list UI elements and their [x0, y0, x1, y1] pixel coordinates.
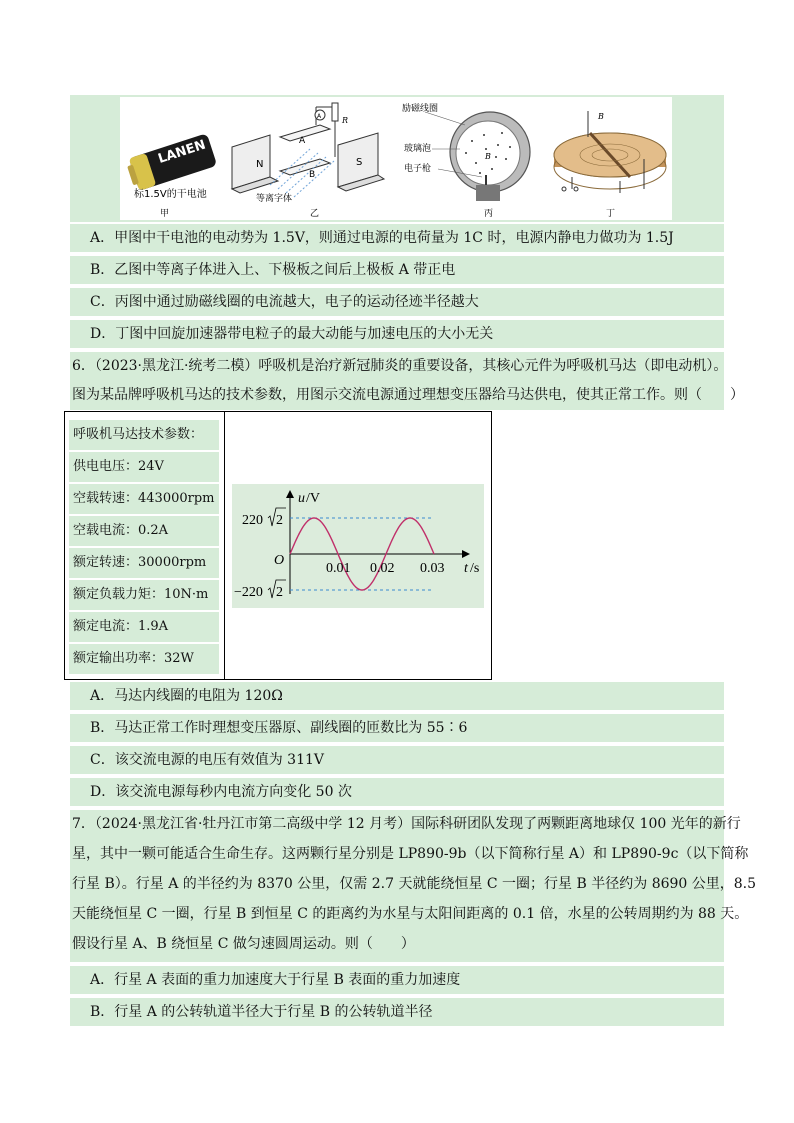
- coil-label: 励磁线圈: [402, 104, 439, 114]
- plate-a: A: [299, 136, 306, 146]
- tick-002: 0.02: [370, 561, 395, 576]
- plasma-label: 等离字体: [256, 194, 293, 204]
- y-axis-label: u: [298, 491, 305, 506]
- label-bing: 丙: [484, 209, 494, 219]
- ac-voltage-plot: [232, 484, 484, 608]
- ammeter-symbol: A: [317, 113, 322, 120]
- q7-stem-line1: 7．（2024·黑龙江省·牡丹江市第二高级中学 12 月考）国际科研团队发现了两颗距离地球仅 100 光年的新行: [72, 816, 741, 832]
- q5-option-c: C．丙图中通过励磁线圈的电流越大，电子的运动径迹半径越大: [90, 294, 479, 310]
- table-divider: [224, 412, 225, 679]
- origin-label: O: [274, 553, 285, 568]
- root-bottom: 2: [276, 585, 283, 600]
- q6-option-b: B．马达正常工作时理想变压器原、副线圈的匝数比为 55∶6: [90, 720, 468, 736]
- plate-b: B: [309, 170, 316, 180]
- label-jia: 甲: [160, 209, 170, 219]
- spec-rated-speed: 额定转速：30000rpm: [69, 548, 219, 578]
- q6-stem-line2: 图为某品牌呼吸机马达的技术参数，用图示交流电源通过理想变压器给马达供电，使其正常工作。则（ ）: [72, 387, 744, 403]
- spec-rated-torque: 额定负载力矩：10N·m: [69, 580, 219, 610]
- magnet-n: N: [256, 159, 264, 170]
- x-axis-label: t: [464, 561, 468, 576]
- plasma-generator: [232, 103, 384, 197]
- spec-supply-voltage: 供电电压：24V: [69, 452, 219, 482]
- q5-option-a: A．甲图中干电池的电动势为 1.5V，则通过电源的电荷量为 1C 时，电源内静电力做功为 1.5J: [90, 230, 674, 246]
- spec-rated-current: 额定电流：1.9A: [69, 612, 219, 642]
- cyclotron: [554, 111, 666, 193]
- battery-illustration: [127, 133, 217, 191]
- tube-field-b: B: [485, 152, 491, 161]
- peak-positive-label: 220: [242, 513, 263, 528]
- x-axis-unit: /s: [470, 561, 480, 576]
- spec-noload-speed: 空载转速：443000rpm: [69, 484, 219, 514]
- q6-option-c: C．该交流电源的电压有效值为 311V: [90, 752, 324, 768]
- y-axis-unit: /V: [306, 491, 320, 506]
- spec-rated-output-power: 额定输出功率：32W: [69, 644, 219, 674]
- electron-tube: [425, 112, 530, 201]
- peak-negative-label: −220: [234, 585, 263, 600]
- ac-voltage-graph: [232, 484, 484, 608]
- figure-strip: [120, 97, 672, 220]
- battery-caption: 标1.5V的干电池: [134, 189, 207, 200]
- physics-figures: [120, 97, 672, 220]
- magnet-s: S: [356, 157, 363, 168]
- q7-stem-line5: 假设行星 A、B 绕恒星 C 做匀速圆周运动。则（ ）: [72, 936, 415, 952]
- q7-stem-line2: 星，其中一颗可能适合生命生存。这两颗行星分别是 LP890-9b（以下简称行星 A）和 LP890-9c（以下简称: [72, 846, 749, 862]
- q7-stem-line3: 行星 B）。行星 A 的半径约为 8370 公里，仅需 2.7 天就能绕恒星 C 一圈；行星 B 半径约为 8690 公里，8.5: [72, 876, 757, 892]
- q7-stem-line4: 天能绕恒星 C 一圈，行星 B 到恒星 C 的距离约为水星与太阳间距离的 0.1 倍，水星的公转周期约为 88 天。: [72, 906, 749, 922]
- q7-option-a: A．行星 A 表面的重力加速度大于行星 B 表面的重力加速度: [90, 972, 461, 988]
- resistor-r: R: [342, 116, 349, 125]
- battery-brand: LANEN: [156, 137, 208, 167]
- root-top: 2: [276, 513, 283, 528]
- label-yi: 乙: [310, 209, 320, 219]
- tick-001: 0.01: [326, 561, 351, 576]
- spec-heading: 呼吸机马达技术参数：: [69, 420, 219, 450]
- q6-option-d: D．该交流电源每秒内电流方向变化 50 次: [90, 784, 352, 800]
- label-ding: 丁: [606, 209, 616, 219]
- q7-option-b: B．行星 A 的公转轨道半径大于行星 B 的公转轨道半径: [90, 1004, 433, 1020]
- q6-option-a: A．马达内线圈的电阻为 120Ω: [90, 688, 283, 704]
- cyclotron-field-b: B: [598, 112, 604, 121]
- bulb-label: 玻璃泡: [404, 144, 432, 154]
- q5-option-b: B．乙图中等离子体进入上、下极板之间后上极板 A 带正电: [90, 262, 456, 278]
- tick-003: 0.03: [420, 561, 445, 576]
- gun-label: 电子枪: [404, 164, 432, 174]
- q5-option-d: D．丁图中回旋加速器带电粒子的最大动能与加速电压的大小无关: [90, 326, 494, 342]
- q6-stem-line1: 6．（2023·黑龙江·统考二模）呼吸机是治疗新冠肺炎的重要设备，其核心元件为呼吸机马达（即电动机）。: [72, 358, 728, 374]
- spec-noload-current: 空载电流：0.2A: [69, 516, 219, 546]
